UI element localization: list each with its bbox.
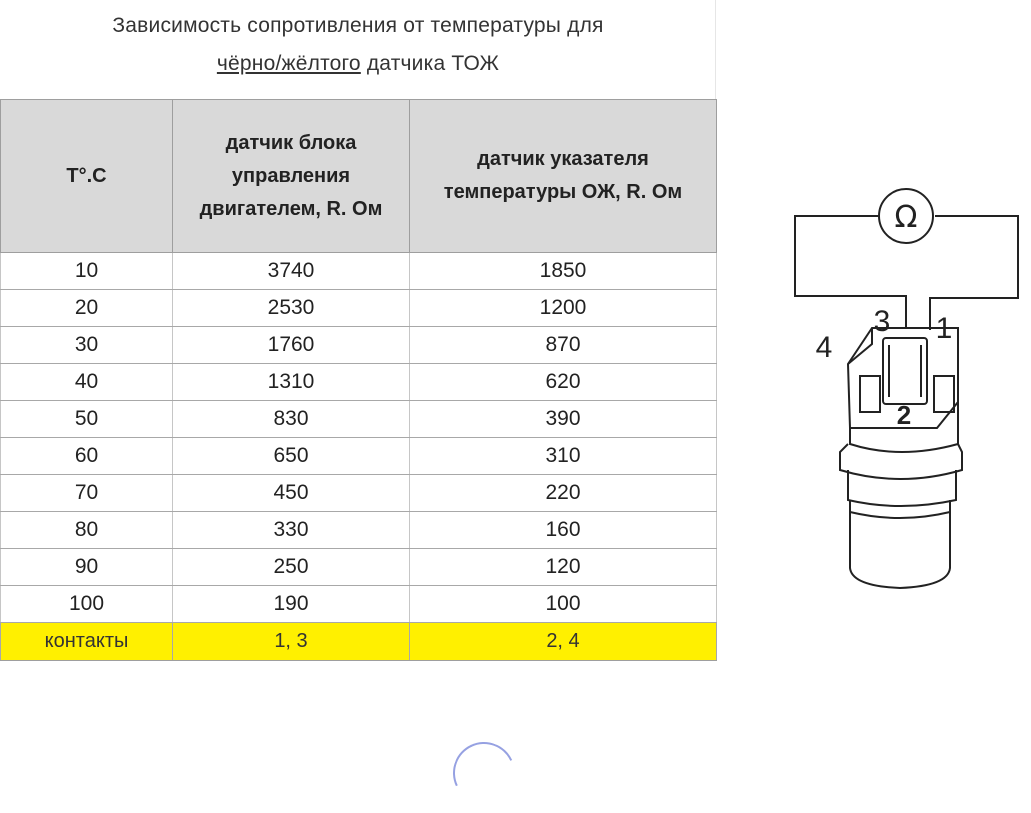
- pin-label-2: 2: [896, 400, 912, 430]
- cell-temperature: 10: [1, 253, 173, 290]
- cell-gauge-resistance: 390: [410, 401, 717, 438]
- document-title-line1: Зависимость сопротивления от температуры для: [112, 14, 604, 37]
- cell-gauge-resistance: 120: [410, 549, 717, 586]
- sensor-ring: [850, 512, 950, 518]
- table-header-row: [1, 100, 717, 253]
- cell-ecu-resistance: 1310: [173, 364, 410, 401]
- table-row: [1, 586, 717, 623]
- table-row: [1, 364, 717, 401]
- header-ecu-sensor: датчик блока управления двигателем, R. Ом: [173, 100, 410, 253]
- cell-gauge-resistance: 220: [410, 475, 717, 512]
- pin-slot-right: [934, 376, 954, 412]
- loading-spinner-icon: [444, 733, 523, 812]
- cell-ecu-resistance: 250: [173, 549, 410, 586]
- cell-gauge-resistance: 160: [410, 512, 717, 549]
- cell-gauge-resistance: 620: [410, 364, 717, 401]
- sensor-body-lower: [850, 500, 950, 588]
- cell-ecu-resistance: 2530: [173, 290, 410, 327]
- cell-gauge-resistance: 1200: [410, 290, 717, 327]
- table-row: [1, 475, 717, 512]
- ohm-symbol: Ω: [894, 200, 918, 235]
- table-row: [1, 438, 717, 475]
- ecu-contacts: 1, 3: [173, 623, 410, 661]
- cell-temperature: 80: [1, 512, 173, 549]
- cell-ecu-resistance: 190: [173, 586, 410, 623]
- cell-temperature: 30: [1, 327, 173, 364]
- title-line2-rest: датчика ТОЖ: [360, 52, 500, 75]
- cell-temperature: 90: [1, 549, 173, 586]
- cell-gauge-resistance: 100: [410, 586, 717, 623]
- sensor-wiring-diagram: [770, 160, 1031, 600]
- document-title-line2: [0, 52, 716, 76]
- cell-gauge-resistance: 870: [410, 327, 717, 364]
- pin-label-4: 4: [815, 331, 833, 364]
- contacts-row: [1, 623, 717, 661]
- header-temperature: T°.C: [1, 100, 173, 253]
- sensor-flange: [840, 444, 962, 479]
- pin-slot-left: [860, 376, 880, 412]
- table-row: [1, 512, 717, 549]
- resistance-table: [0, 99, 717, 661]
- header-gauge-sensor: датчик указателя температуры ОЖ, R. Ом: [410, 100, 717, 253]
- cell-temperature: 70: [1, 475, 173, 512]
- cell-ecu-resistance: 1760: [173, 327, 410, 364]
- cell-ecu-resistance: 330: [173, 512, 410, 549]
- cell-ecu-resistance: 830: [173, 401, 410, 438]
- cell-gauge-resistance: 310: [410, 438, 717, 475]
- pin-label-1: 1: [935, 312, 953, 345]
- cell-temperature: 100: [1, 586, 173, 623]
- table-row: [1, 327, 717, 364]
- cell-temperature: 60: [1, 438, 173, 475]
- cell-ecu-resistance: 450: [173, 475, 410, 512]
- cell-gauge-resistance: 1850: [410, 253, 717, 290]
- table-row: [1, 549, 717, 586]
- gauge-contacts: 2, 4: [410, 623, 717, 661]
- pin-label-3: 3: [873, 305, 891, 338]
- cell-temperature: 40: [1, 364, 173, 401]
- socket-pins: [889, 345, 921, 397]
- cell-temperature: 50: [1, 401, 173, 438]
- table-row: [1, 253, 717, 290]
- sensor-type-underlined: чёрно/жёлтого: [216, 52, 361, 75]
- table-row: [1, 290, 717, 327]
- contacts-label: контакты: [1, 623, 173, 661]
- cell-ecu-resistance: 3740: [173, 253, 410, 290]
- cell-ecu-resistance: 650: [173, 438, 410, 475]
- cell-temperature: 20: [1, 290, 173, 327]
- table-row: [1, 401, 717, 438]
